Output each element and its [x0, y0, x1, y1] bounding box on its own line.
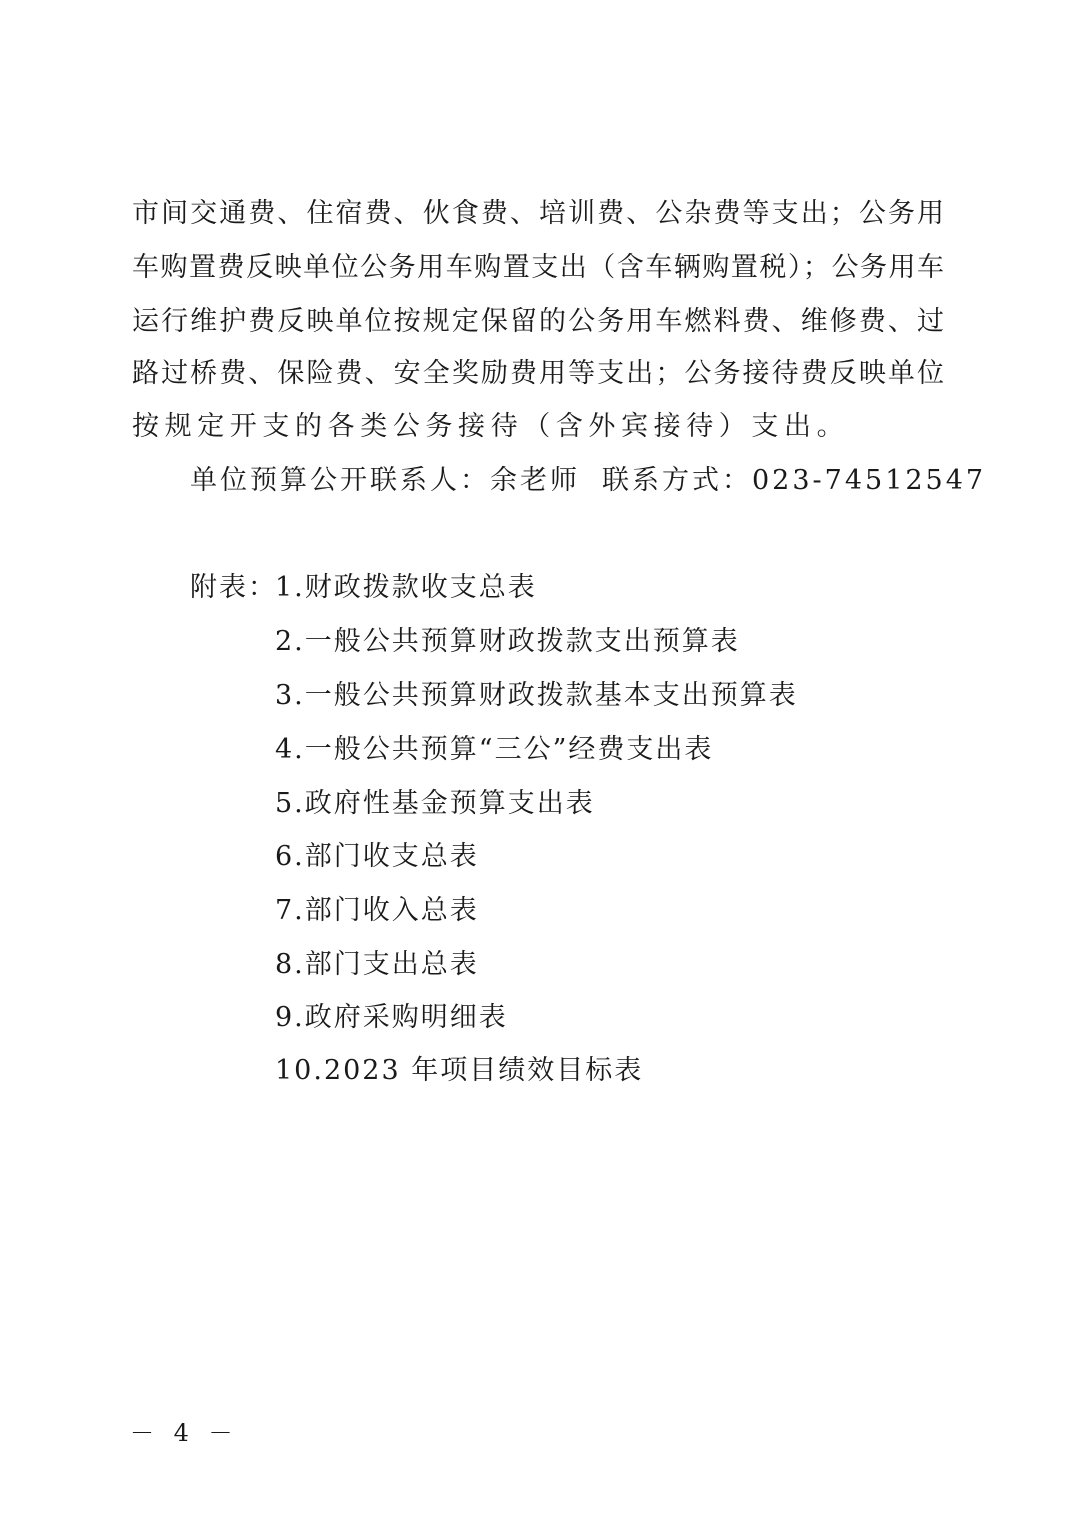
attachment-item-10: 10.2023 年项目绩效目标表 — [275, 1055, 644, 1086]
attachment-item-4: 4.一般公共预算“三公”经费支出表 — [275, 734, 714, 765]
attachment-item-2: 2.一般公共预算财政拨款支出预算表 — [275, 626, 740, 657]
attachment-item-7: 7.部门收入总表 — [275, 895, 479, 926]
body-line-3: 运行维护费反映单位按规定保留的公务用车燃料费、维修费、过 — [132, 306, 944, 337]
attachment-item-5: 5.政府性基金预算支出表 — [275, 788, 595, 819]
attachment-item-9: 9.政府采购明细表 — [275, 1002, 508, 1033]
contact-person: 单位预算公开联系人：余老师 — [190, 465, 580, 496]
attachment-item-6: 6.部门收支总表 — [275, 841, 479, 872]
body-line-1: 市间交通费、住宿费、伙食费、培训费、公杂费等支出；公务用 — [132, 198, 944, 229]
attachments-label: 附表： — [190, 572, 277, 603]
page-number: － 4 － — [130, 1419, 239, 1447]
contact-line — [190, 465, 986, 497]
body-line-5: 按规定开支的各类公务接待（含外宾接待）支出。 — [132, 411, 850, 442]
attachment-item-8: 8.部门支出总表 — [275, 949, 479, 980]
body-line-4: 路过桥费、保险费、安全奖励费用等支出；公务接待费反映单位 — [132, 358, 944, 389]
attachment-item-3: 3.一般公共预算财政拨款基本支出预算表 — [275, 680, 798, 711]
body-line-2: 车购置费反映单位公务用车购置支出（含车辆购置税）；公务用车 — [132, 252, 944, 283]
attachment-item-1: 1.财政拨款收支总表 — [275, 572, 537, 603]
contact-method: 联系方式：023-74512547 — [602, 465, 987, 496]
